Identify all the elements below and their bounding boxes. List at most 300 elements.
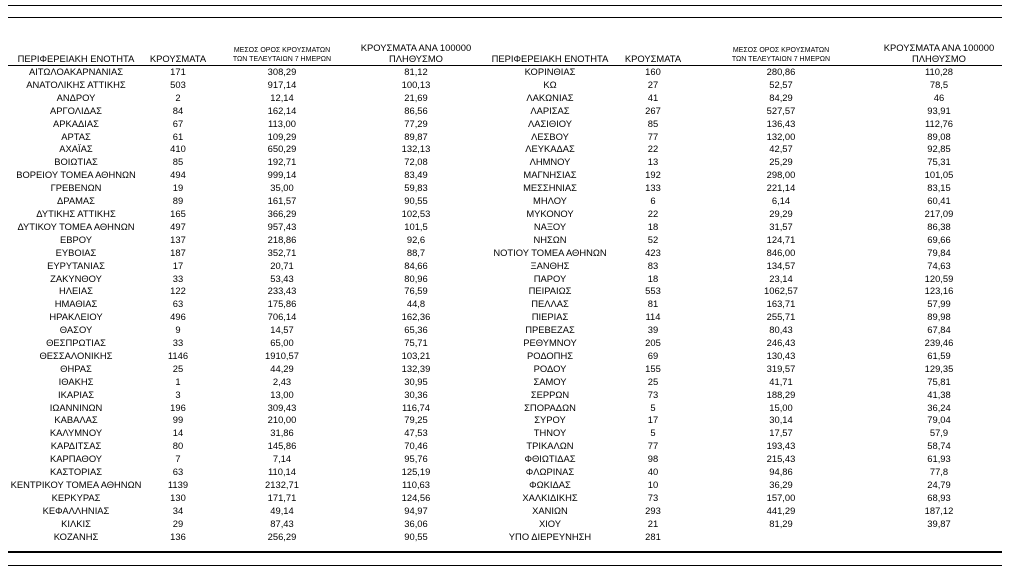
header-per-100k-right (876, 40, 1002, 66)
cell-cases: 89 (172, 195, 184, 207)
cell-avg-7-days-right: 298,00 (766, 169, 796, 181)
cell-cases: 136 (170, 530, 186, 542)
cell-region: ΑΝΔΡΟΥ (56, 91, 96, 103)
cell-cases-right: 85 (647, 117, 659, 129)
cell-region: ΚΑΡΠΑΘΟΥ (49, 453, 103, 465)
cell-per-100k-right: 78,5 (929, 78, 949, 90)
cell-per-100k: 30,95 (404, 375, 428, 387)
cell-per-100k: 70,46 (404, 440, 428, 452)
cell-per-100k-right: 57,9 (929, 427, 949, 439)
cell-avg-7-days-right: 17,57 (769, 427, 793, 439)
cell-region: ΗΛΕΙΑΣ (59, 285, 93, 297)
table-row (8, 234, 1002, 247)
cell-per-100k-right: 41,38 (927, 388, 951, 400)
cell-avg-7-days-right: 441,29 (766, 504, 796, 516)
cell-region: ΙΩΑΝΝΙΝΩΝ (49, 401, 103, 413)
cell-per-100k-right: 69,66 (927, 233, 951, 245)
cell-per-100k: 21,69 (404, 91, 428, 103)
cell-region-right: ΛΗΜΝΟΥ (529, 156, 571, 168)
cell-avg-7-days: 175,86 (267, 298, 297, 310)
cell-avg-7-days-right: 215,43 (766, 453, 796, 465)
cell-avg-7-days: 309,43 (267, 401, 297, 413)
cell-per-100k: 110,63 (402, 479, 430, 490)
cell-cases-right: 155 (645, 362, 661, 374)
cell-region: ΑΧΑΪΑΣ (59, 143, 93, 155)
cell-per-100k: 94,97 (404, 504, 428, 516)
cell-cases: 130 (170, 491, 186, 503)
cell-cases-right: 21 (647, 517, 659, 529)
cell-avg-7-days: 109,29 (267, 130, 297, 142)
cell-avg-7-days: 161,57 (267, 195, 297, 207)
cell-avg-7-days-right: 52,57 (769, 78, 793, 90)
cell-region: ΗΜΑΘΙΑΣ (54, 298, 98, 310)
cell-avg-7-days-right: 280,86 (766, 66, 796, 77)
cell-cases: 496 (170, 311, 186, 323)
cell-per-100k: 100,13 (401, 78, 431, 90)
cell-avg-7-days: 13,00 (270, 388, 294, 400)
cell-cases-right: 77 (647, 130, 659, 142)
cell-cases: 67 (172, 117, 184, 129)
header-per100k-line2: ΠΛΗΘΥΣΜΟ (389, 52, 443, 64)
cell-per-100k: 132,39 (401, 362, 431, 374)
header-avg-7-days (212, 40, 352, 66)
cell-cases: 9 (175, 324, 181, 336)
cell-per-100k-right: 110,28 (925, 66, 953, 77)
table-bottom-rule (8, 551, 1002, 553)
cell-per-100k-right: 68,93 (927, 491, 951, 503)
cell-per-100k-right: 58,74 (927, 440, 951, 452)
cell-cases: 1 (175, 375, 181, 387)
cell-avg-7-days-right: 6,14 (771, 195, 791, 207)
cell-region-right: ΥΠΟ ΔΙΕΡΕΥΝΗΣΗ (508, 530, 592, 542)
cell-avg-7-days: 110,14 (268, 466, 296, 478)
cell-cases-right: 98 (647, 453, 659, 465)
cell-per-100k-right: 39,87 (927, 517, 951, 529)
cell-region-right: ΠΙΕΡΙΑΣ (531, 311, 569, 323)
cell-cases-right: 40 (647, 466, 659, 478)
cell-region: ΘΕΣΠΡΩΤΙΑΣ (46, 337, 106, 349)
cell-cases-right: 81 (647, 298, 659, 310)
cell-cases: 122 (170, 285, 186, 297)
cell-per-100k: 102,53 (401, 207, 431, 219)
cell-per-100k-right (876, 531, 1002, 544)
cell-cases-right: 73 (647, 388, 659, 400)
table-row (8, 105, 1002, 118)
cell-avg-7-days-right: 1062,57 (764, 285, 798, 297)
cell-cases: 171 (170, 66, 186, 77)
cell-per-100k-right: 89,98 (927, 311, 951, 323)
header-avg-line1-right: ΜΕΣΟΣ ΟΡΟΣ ΚΡΟΥΣΜΑΤΩΝ (732, 47, 830, 54)
cell-cases: 196 (170, 401, 186, 413)
cell-per-100k-right: 36,24 (927, 401, 951, 413)
cell-avg-7-days: 7,14 (272, 453, 292, 465)
table-row (8, 156, 1002, 169)
cell-cases-right: 5 (650, 401, 656, 413)
cell-cases: 84 (172, 104, 184, 116)
cell-per-100k: 65,36 (404, 324, 428, 336)
cell-region-right: ΛΑΚΩΝΙΑΣ (526, 91, 574, 103)
cell-cases-right: 17 (647, 414, 659, 426)
table-row (8, 260, 1002, 273)
cell-region-right: ΜΗΛΟΥ (533, 195, 567, 207)
cell-region-right: ΜΕΣΣΗΝΙΑΣ (523, 182, 577, 194)
cell-per-100k: 86,56 (404, 104, 428, 116)
cell-avg-7-days: 233,43 (267, 285, 297, 297)
cell-avg-7-days: 31,86 (270, 427, 294, 439)
cell-cases-right: 77 (647, 440, 659, 452)
cell-cases: 497 (170, 220, 186, 232)
cell-avg-7-days-right: 163,71 (766, 298, 796, 310)
header-per100k-line2-right: ΠΛΗΘΥΣΜΟ (912, 52, 966, 64)
cell-region: ΕΥΒΟΙΑΣ (55, 246, 97, 258)
cell-per-100k: 30,36 (404, 388, 428, 400)
table-row (8, 518, 1002, 531)
cell-per-100k-right: 57,99 (927, 298, 951, 310)
cell-region: ΔΥΤΙΚΗΣ ΑΤΤΙΚΗΣ (36, 207, 116, 219)
cell-region-right: ΞΑΝΘΗΣ (530, 259, 570, 271)
table-row (8, 492, 1002, 505)
cell-region: ΕΥΡΥΤΑΝΙΑΣ (47, 259, 105, 271)
cell-per-100k-right: 101,05 (924, 169, 954, 181)
header-top-rule (8, 17, 1002, 18)
cell-region-right: ΤΡΙΚΑΛΩΝ (526, 440, 574, 452)
cell-cases: 63 (172, 466, 184, 478)
cell-region-right: ΛΑΡΙΣΑΣ (530, 104, 570, 116)
cell-region: ΚΑΡΔΙΤΣΑΣ (50, 440, 102, 452)
top-rule (8, 5, 1002, 6)
cell-avg-7-days: 706,14 (267, 311, 297, 323)
cell-avg-7-days-right: 94,86 (769, 466, 793, 478)
table-row (8, 337, 1002, 350)
cell-cases: 61 (172, 130, 184, 142)
cell-cases-right: 73 (647, 491, 659, 503)
cell-avg-7-days-right: 134,57 (766, 259, 796, 271)
cell-per-100k: 90,55 (404, 530, 428, 542)
table-row (8, 440, 1002, 453)
cell-per-100k: 84,66 (404, 259, 428, 271)
cell-avg-7-days: 44,29 (270, 362, 294, 374)
cell-cases: 33 (172, 272, 184, 284)
cell-avg-7-days: 999,14 (267, 169, 297, 181)
cell-avg-7-days: 49,14 (270, 504, 294, 516)
cell-region-right: ΣΥΡΟΥ (534, 414, 566, 426)
cell-per-100k: 101,5 (404, 220, 428, 232)
bottom-rule (8, 565, 1002, 566)
cell-cases: 187 (170, 246, 186, 258)
table-row (8, 221, 1002, 234)
header-per100k-line1-right: ΚΡΟΥΣΜΑΤΑ ΑΝΑ 100000 (883, 42, 995, 53)
cell-region: ΑΙΤΩΛΟΑΚΑΡΝΑΝΙΑΣ (28, 66, 124, 77)
cell-per-100k-right: 217,09 (924, 207, 954, 219)
cell-per-100k-right: 75,31 (927, 156, 951, 168)
cell-per-100k-right: 46 (933, 91, 945, 103)
cell-cases: 80 (172, 440, 184, 452)
table-row (8, 531, 1002, 544)
cell-avg-7-days: 308,29 (267, 66, 297, 77)
cell-cases: 85 (172, 156, 184, 168)
cell-region: ΑΡΤΑΣ (61, 130, 91, 142)
cell-per-100k-right: 129,35 (924, 362, 954, 374)
cell-region-right: ΡΟΔΟΥ (533, 362, 567, 374)
cell-cases: 165 (170, 207, 186, 219)
cell-cases-right: 6 (650, 195, 656, 207)
cell-avg-7-days-right: 25,29 (769, 156, 793, 168)
cell-region: ΒΟΙΩΤΙΑΣ (54, 156, 98, 168)
cell-cases: 137 (170, 233, 186, 245)
cell-cases: 1146 (167, 349, 189, 361)
cell-per-100k-right: 89,08 (927, 130, 951, 142)
cell-avg-7-days: 87,43 (270, 517, 294, 529)
cell-region-right: ΦΘΙΩΤΙΔΑΣ (524, 453, 576, 465)
cell-avg-7-days: 2132,71 (265, 479, 299, 490)
table-row (8, 195, 1002, 208)
cell-avg-7-days: 35,00 (270, 182, 294, 194)
cell-per-100k-right: 79,04 (927, 414, 951, 426)
table-row (8, 466, 1002, 479)
cell-region: ΖΑΚΥΝΘΟΥ (50, 272, 102, 284)
cell-cases-right: 27 (647, 78, 659, 90)
cell-avg-7-days-right: 84,29 (769, 91, 793, 103)
cell-region: ΘΗΡΑΣ (60, 362, 92, 374)
cell-avg-7-days: 171,71 (267, 491, 297, 503)
cell-cases-right: 205 (645, 337, 661, 349)
cell-per-100k: 125,19 (401, 466, 431, 478)
cell-per-100k-right: 123,16 (924, 285, 954, 297)
header-avg-line2-right: ΤΩΝ ΤΕΛΕΥΤΑΙΩΝ 7 ΗΜΕΡΩΝ (731, 56, 831, 63)
cell-cases: 33 (172, 337, 184, 349)
cell-region: ΚΕΦΑΛΛΗΝΙΑΣ (42, 504, 110, 516)
table-row (8, 79, 1002, 92)
cell-cases: 17 (172, 259, 184, 271)
cell-per-100k-right: 79,84 (927, 246, 951, 258)
cell-cases-right: 423 (645, 246, 661, 258)
cell-avg-7-days-right: 41,71 (769, 375, 793, 387)
cell-region: ΑΡΓΟΛΙΔΑΣ (50, 104, 102, 116)
table-row (8, 402, 1002, 415)
table-row (8, 92, 1002, 105)
cell-per-100k: 162,36 (401, 311, 431, 323)
header-avg-line2: ΤΩΝ ΤΕΛΕΥΤΑΙΩΝ 7 ΗΜΕΡΩΝ (232, 56, 332, 63)
table-row (8, 505, 1002, 518)
table-row (8, 363, 1002, 376)
cell-avg-7-days: 2,43 (272, 375, 292, 387)
cell-region-right: ΝΗΣΩΝ (533, 233, 567, 245)
cell-avg-7-days: 12,14 (270, 91, 294, 103)
cell-avg-7-days: 210,00 (267, 414, 297, 426)
cell-region-right: ΠΕΛΛΑΣ (531, 298, 569, 310)
cell-cases: 34 (172, 504, 184, 516)
cell-per-100k: 75,71 (404, 337, 428, 349)
cell-cases-right: 267 (645, 104, 661, 116)
cell-cases: 7 (175, 453, 181, 465)
cell-region-right: ΧΑΝΙΩΝ (532, 504, 568, 516)
cell-per-100k-right: 92,85 (927, 143, 951, 155)
cell-cases-right: 133 (645, 182, 661, 194)
cell-region-right: ΡΕΘΥΜΝΟΥ (523, 337, 577, 349)
table-row (8, 169, 1002, 182)
header-avg-7-days-right (686, 40, 876, 66)
cell-cases-right: 192 (645, 169, 661, 181)
cell-avg-7-days-right (686, 531, 876, 544)
cell-region: ΗΡΑΚΛΕΙΟΥ (49, 311, 103, 323)
cell-cases-right: 10 (647, 479, 659, 490)
cell-region-right: ΜΑΓΝΗΣΙΑΣ (523, 169, 577, 181)
cell-avg-7-days: 53,43 (270, 272, 294, 284)
cell-region-right: ΛΑΣΙΘΙΟΥ (527, 117, 573, 129)
cell-region: ΙΘΑΚΗΣ (58, 375, 94, 387)
table-body (8, 66, 1002, 544)
cell-avg-7-days: 1910,57 (265, 349, 299, 361)
cell-per-100k: 92,6 (406, 233, 426, 245)
cell-avg-7-days: 650,29 (267, 143, 297, 155)
table-row (8, 427, 1002, 440)
cell-avg-7-days-right: 319,57 (766, 362, 796, 374)
cell-region-right: ΡΟΔΟΠΗΣ (526, 349, 574, 361)
cell-per-100k: 77,29 (404, 117, 428, 129)
cell-cases: 503 (170, 78, 186, 90)
table-row (8, 414, 1002, 427)
cell-per-100k-right: 187,12 (924, 504, 954, 516)
cell-cases-right: 114 (645, 311, 661, 323)
cell-avg-7-days-right: 81,29 (769, 517, 793, 529)
cell-region-right: ΧΑΛΚΙΔΙΚΗΣ (522, 491, 578, 503)
cell-region: ΚΑΒΑΛΑΣ (54, 414, 98, 426)
cell-region-right: ΠΕΙΡΑΙΩΣ (528, 285, 572, 297)
cell-avg-7-days: 65,00 (270, 337, 294, 349)
cell-avg-7-days-right: 31,57 (769, 220, 793, 232)
cell-cases-right: 69 (647, 349, 659, 361)
table-row (8, 285, 1002, 298)
cell-avg-7-days: 957,43 (267, 220, 297, 232)
table-row (8, 131, 1002, 144)
cell-region-right: ΦΩΚΙΔΑΣ (529, 479, 571, 490)
table-row (8, 311, 1002, 324)
cell-region-right: ΜΥΚΟΝΟΥ (526, 207, 574, 219)
cell-cases-right: 160 (645, 66, 661, 77)
cell-avg-7-days: 113,00 (268, 117, 296, 129)
cell-region-right: ΣΕΡΡΩΝ (530, 388, 570, 400)
cell-per-100k-right: 77,8 (929, 466, 949, 478)
cell-region: ΘΕΣΣΑΛΟΝΙΚΗΣ (39, 349, 113, 361)
cell-region-right: ΧΙΟΥ (538, 517, 562, 529)
cell-cases: 25 (172, 362, 184, 374)
cell-cases-right: 39 (647, 324, 659, 336)
cell-cases: 14 (172, 427, 184, 439)
cell-cases-right: 5 (650, 427, 656, 439)
cell-cases: 29 (172, 517, 184, 529)
cell-avg-7-days-right: 23,14 (769, 272, 793, 284)
cell-cases: 410 (170, 143, 186, 155)
cell-per-100k-right: 74,63 (927, 259, 951, 271)
cell-region: ΒΟΡΕΙΟΥ ΤΟΜΕΑ ΑΘΗΝΩΝ (16, 169, 136, 181)
cell-cases-right: 25 (647, 375, 659, 387)
cell-avg-7-days: 192,71 (267, 156, 297, 168)
table-row (8, 143, 1002, 156)
header-avg-line1: ΜΕΣΟΣ ΟΡΟΣ ΚΡΟΥΣΜΑΤΩΝ (233, 47, 331, 54)
cell-avg-7-days-right: 29,29 (769, 207, 793, 219)
cell-avg-7-days-right: 221,14 (766, 182, 796, 194)
cell-avg-7-days-right: 136,43 (766, 117, 796, 129)
cell-cases: 99 (172, 414, 184, 426)
header-cases: ΚΡΟΥΣΜΑΤΑ (144, 40, 212, 66)
cell-cases: 19 (172, 182, 184, 194)
cell-avg-7-days: 917,14 (267, 78, 297, 90)
cell-per-100k-right: 93,91 (927, 104, 951, 116)
cell-avg-7-days: 256,29 (267, 530, 297, 542)
cell-per-100k-right: 120,59 (924, 272, 954, 284)
cell-per-100k: 116,74 (402, 401, 430, 413)
cell-per-100k-right: 86,38 (927, 220, 951, 232)
cell-region-right: ΣΑΜΟΥ (533, 375, 567, 387)
cell-avg-7-days-right: 124,71 (766, 233, 796, 245)
cell-avg-7-days-right: 42,57 (769, 143, 793, 155)
cell-per-100k: 95,76 (404, 453, 428, 465)
cell-avg-7-days-right: 255,71 (766, 311, 796, 323)
cell-avg-7-days-right: 36,29 (769, 479, 793, 490)
cell-region: ΓΡΕΒΕΝΩΝ (50, 182, 102, 194)
cell-avg-7-days-right: 846,00 (766, 246, 796, 258)
cell-region: ΙΚΑΡΙΑΣ (57, 388, 95, 400)
cell-region: ΑΡΚΑΔΙΑΣ (53, 117, 99, 129)
cell-region: ΚΟΖΑΝΗΣ (53, 530, 99, 542)
table-row (8, 118, 1002, 131)
cell-per-100k-right: 75,81 (927, 375, 951, 387)
cell-per-100k: 76,59 (404, 285, 428, 297)
cell-region-right: ΦΛΩΡΙΝΑΣ (525, 466, 575, 478)
cell-avg-7-days-right: 188,29 (766, 388, 796, 400)
cell-per-100k-right: 61,59 (927, 349, 951, 361)
cell-region-right: ΠΑΡΟΥ (533, 272, 567, 284)
cell-region: ΚΕΡΚΥΡΑΣ (51, 491, 101, 503)
cell-region: ΚΑΣΤΟΡΙΑΣ (49, 466, 103, 478)
cell-region: ΕΒΡΟΥ (59, 233, 92, 245)
cell-per-100k: 81,12 (404, 66, 428, 77)
cell-cases: 63 (172, 298, 184, 310)
cell-per-100k: 59,83 (404, 182, 428, 194)
cell-region: ΚΙΛΚΙΣ (61, 517, 91, 529)
header-per100k-line1: ΚΡΟΥΣΜΑΤΑ ΑΝΑ 100000 (360, 42, 472, 53)
cell-region-right: ΠΡΕΒΕΖΑΣ (525, 324, 575, 336)
cell-region: ΘΑΣΟΥ (59, 324, 93, 336)
header-region-right: ΠΕΡΙΦΕΡΕΙΑΚΗ ΕΝΟΤΗΤΑ (480, 40, 620, 66)
cell-avg-7-days: 20,71 (270, 259, 294, 271)
cell-avg-7-days: 352,71 (267, 246, 297, 258)
cell-region-right: ΝΟΤΙΟΥ ΤΟΜΕΑ ΑΘΗΝΩΝ (493, 246, 607, 258)
cell-region: ΚΕΝΤΡΙΚΟΥ ΤΟΜΕΑ ΑΘΗΝΩΝ (10, 479, 142, 490)
table-row (8, 389, 1002, 402)
cell-per-100k-right: 83,15 (927, 182, 951, 194)
cases-table (8, 40, 1002, 544)
cell-region: ΔΥΤΙΚΟΥ ΤΟΜΕΑ ΑΘΗΝΩΝ (17, 220, 135, 232)
cell-per-100k: 103,21 (401, 349, 431, 361)
cell-cases-right: 293 (645, 504, 661, 516)
cell-per-100k-right: 239,46 (924, 337, 954, 349)
cell-cases-right: 18 (647, 220, 659, 232)
cell-per-100k: 36,06 (404, 517, 428, 529)
table-row (8, 247, 1002, 260)
cell-avg-7-days: 162,14 (267, 104, 297, 116)
cell-avg-7-days-right: 132,00 (766, 130, 796, 142)
cell-cases-right: 18 (647, 272, 659, 284)
table-row (8, 298, 1002, 311)
cell-per-100k-right: 61,93 (927, 453, 951, 465)
cell-per-100k: 44,8 (406, 298, 426, 310)
cell-cases-right: 52 (647, 233, 659, 245)
table-row (8, 324, 1002, 337)
cell-region-right: ΚΟΡΙΝΘΙΑΣ (524, 66, 576, 77)
cell-per-100k: 47,53 (404, 427, 428, 439)
cell-avg-7-days-right: 80,43 (769, 324, 793, 336)
